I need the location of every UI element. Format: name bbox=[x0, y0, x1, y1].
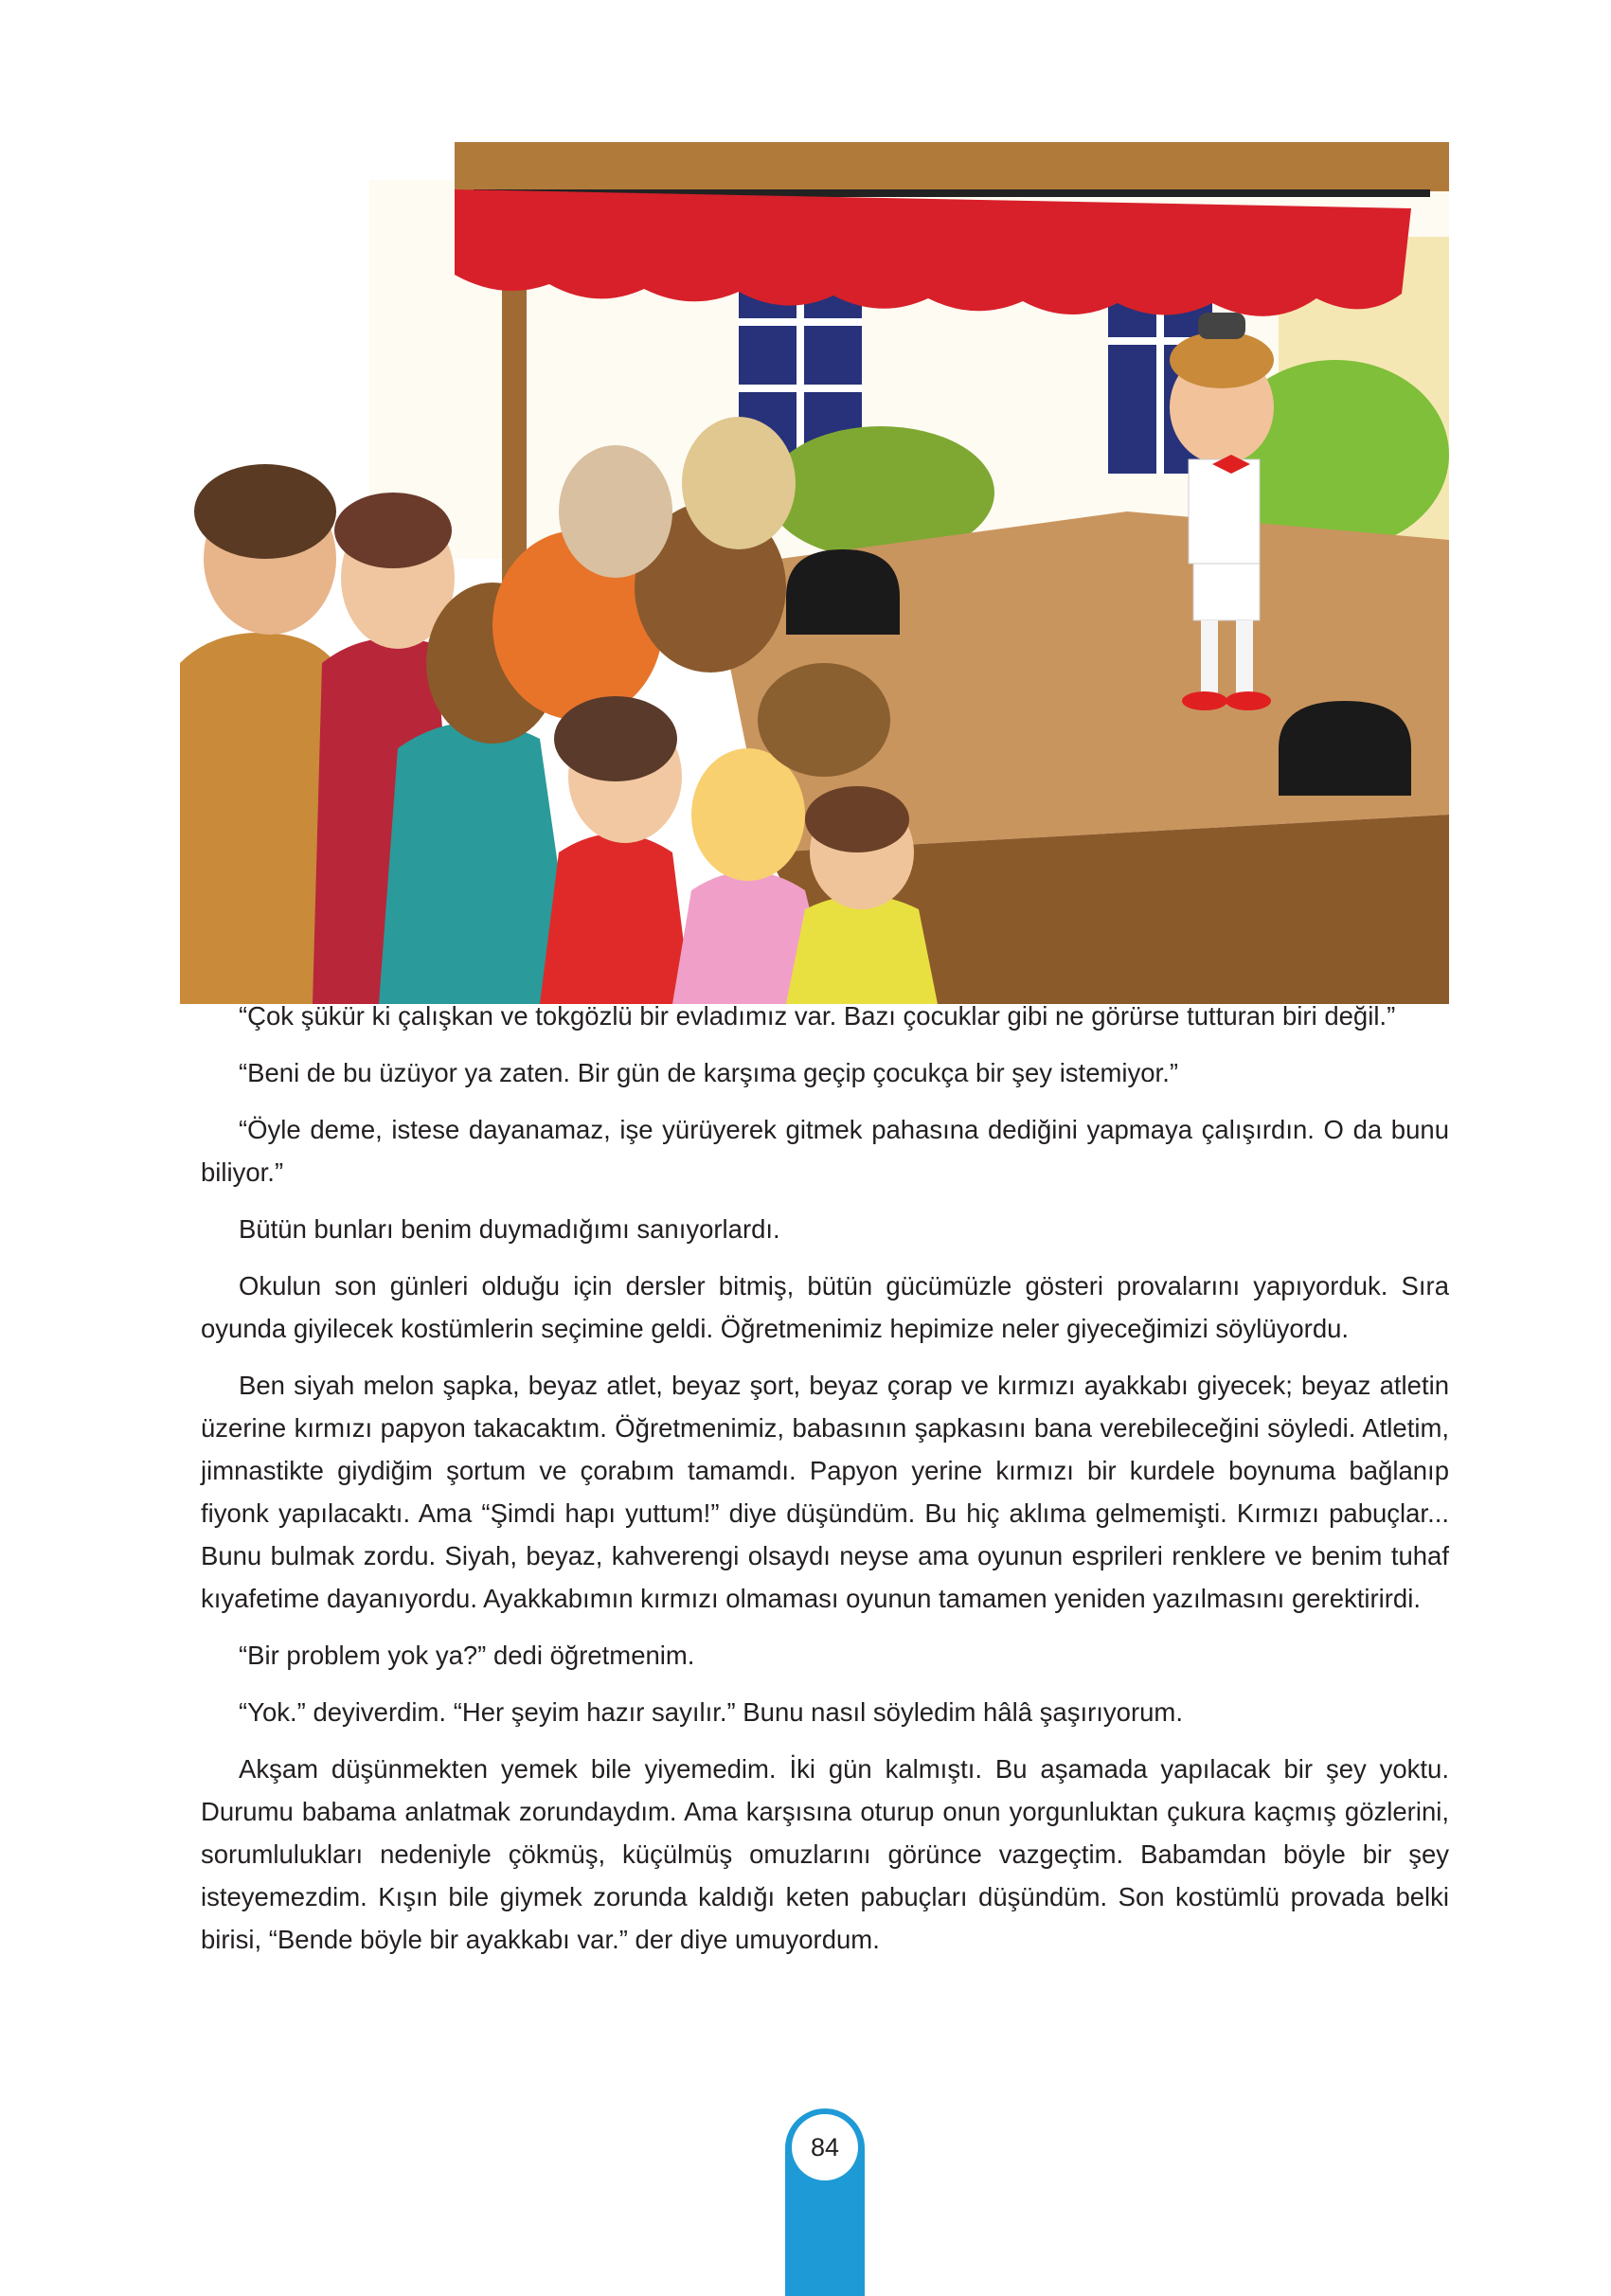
illustration-svg bbox=[180, 133, 1449, 1004]
paragraph: “Çok şükür ki çalışkan ve tokgözlü bir evladımız var. Bazı çocuklar gibi ne görürse tutturan biri değil.” bbox=[239, 1001, 1396, 1031]
speaker-right bbox=[1279, 701, 1411, 796]
paragraph: Bütün bunları benim duymadığımı sanıyorlardı. bbox=[239, 1214, 780, 1244]
roof-beam bbox=[455, 142, 1449, 191]
paragraph: “Beni de bu üzüyor ya zaten. Bir gün de karşıma geçip çocukça bir şey istemiyor.” bbox=[239, 1058, 1178, 1087]
paragraph: Okulun son günleri olduğu için dersler bitmiş, bütün gücümüzle gösteri provalarını yapıyorduk. Sıra oyunda giyilecek kostümlerin seçimine geldi. Öğretmenimiz hepimize neler giyeceğimizi söylüyordu. bbox=[201, 1271, 1449, 1343]
paragraph: “Bir problem yok ya?” dedi öğretmenim. bbox=[239, 1641, 695, 1670]
page-number bbox=[792, 2114, 858, 2180]
story-text bbox=[201, 995, 1449, 1975]
paragraph: Akşam düşünmekten yemek bile yiyemedim. İki gün kalmıştı. Bu aşamada yapılacak bir şey yoktu. Durumu babama anlatmak zorundaydım. Ama karşısına oturup onun yorgunluktan çukura kaçmış gözlerini, sorumlulukları nedeniyle çökmüş, küçülmüş omuzlarını görünce vazgeçtim. Babamdan böyle bir şey isteyemezdim. Kışın bile giymek zorunda kaldığı keten pabuçları düşündüm. Son kostümlü provada belki birisi, “Bende böyle bir ayakkabı var.” der diye umuyordum. bbox=[201, 1754, 1449, 1954]
paragraph: “Öyle deme, istese dayanamaz, işe yürüyerek gitmek pahasına dediğini yapmaya çalışırdın. O da bunu biliyor.” bbox=[201, 1115, 1449, 1187]
paragraph: Ben siyah melon şapka, beyaz atlet, beyaz şort, beyaz çorap ve kırmızı ayakkabı giyecek; beyaz atletin üzerine kırmızı papyon takacaktım. Öğretmenimiz, babasının şapkasını bana verebileceğini söyledi. Atletim, jimnastikte giydiğim şortum ve çorabım tamamdı. Papyon yerine kırmızı bir kurdele boynuma bağlanıp fiyonk yapılacaktı. Ama “Şimdi hapı yuttum!” diye düşündüm. Bu hiç aklıma gelmemişti. Kırmızı pabuçlar... Bunu bulmak zordu. Siyah, beyaz, kahverengi olsaydı neyse ama oyunun esprileri renklere ve benim tuhaf kıyafetime dayanıyordu. Ayakkabımın kırmızı olmaması oyunun tamamen yeniden yazılmasını gerektirirdi. bbox=[201, 1371, 1449, 1613]
stage-play-illustration bbox=[180, 133, 1449, 1004]
stage-curtain bbox=[455, 189, 1411, 316]
page-number-label: 84 bbox=[810, 2132, 840, 2161]
paragraph: “Yok.” deyiverdim. “Her şeyim hazır sayılır.” Bunu nasıl söyledim hâlâ şaşırıyorum. bbox=[239, 1697, 1183, 1727]
speaker-left bbox=[786, 549, 900, 635]
